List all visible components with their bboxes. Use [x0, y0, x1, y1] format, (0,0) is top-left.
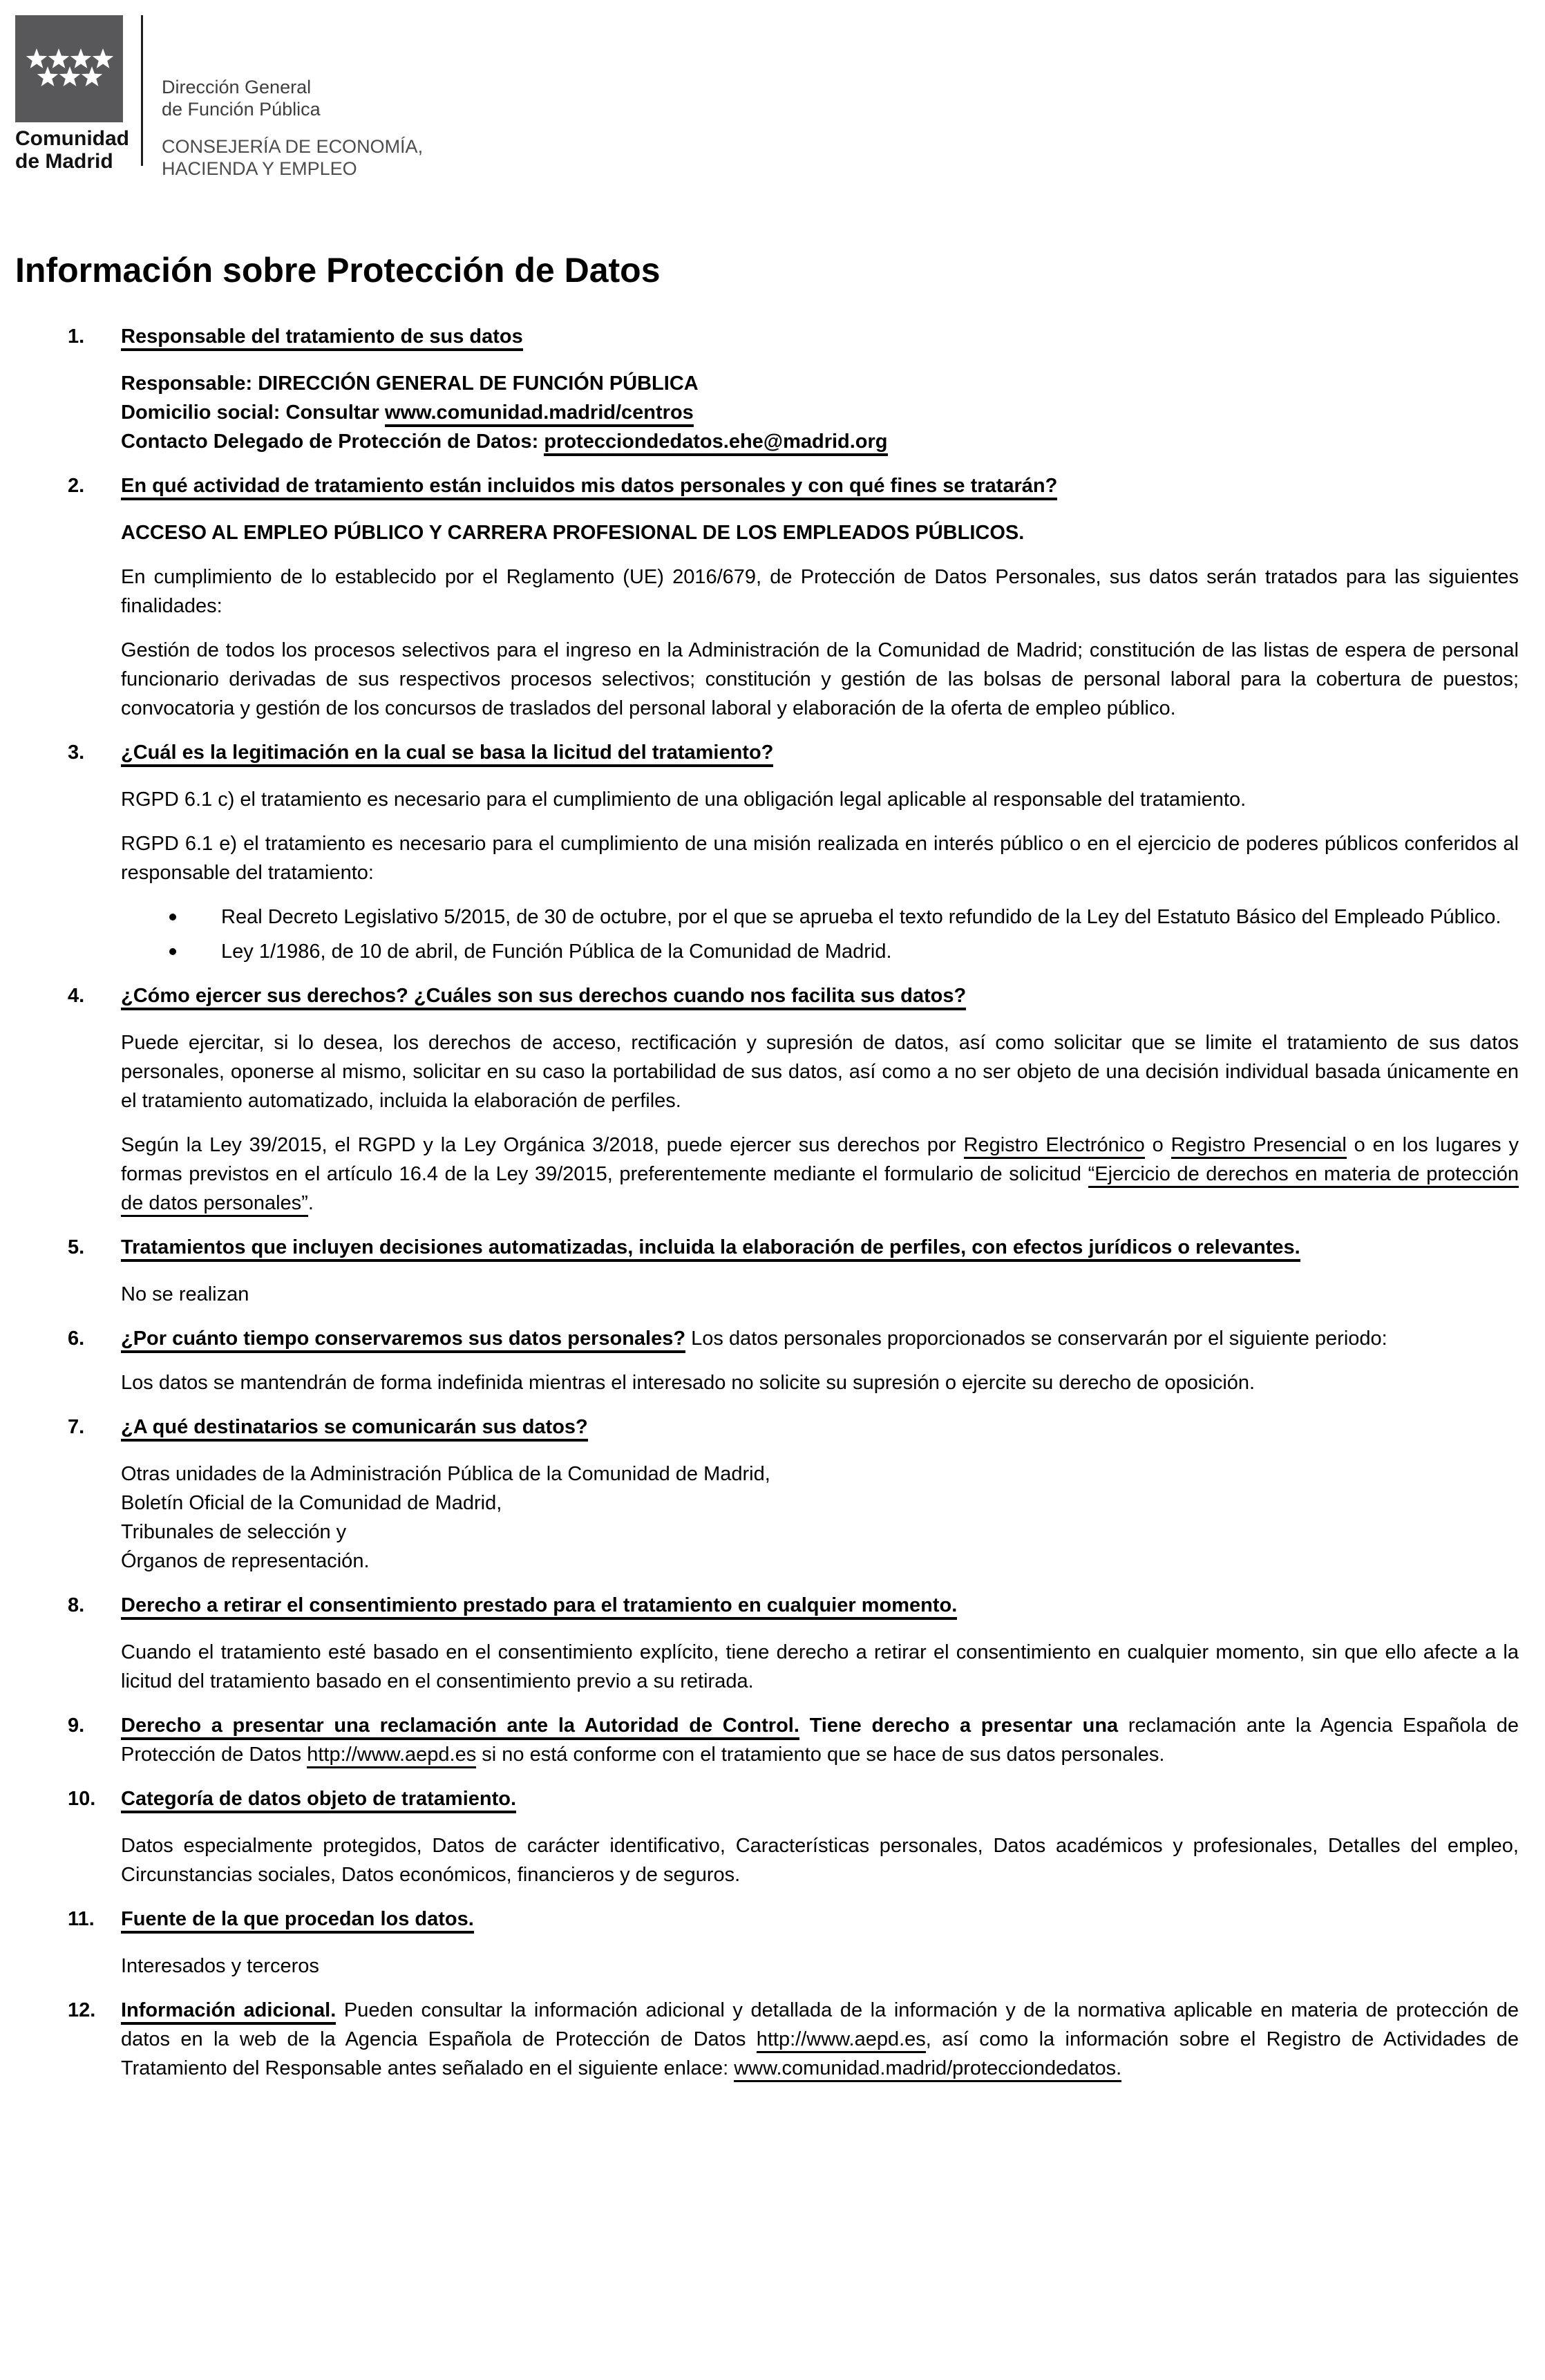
section: [68, 1711, 1519, 1769]
paragraph: [121, 1638, 1519, 1696]
section-number: 8.: [68, 1594, 85, 1616]
text-run: Gestión de todos los procesos selectivos para el ingreso en la Administración de la Comunidad de Madrid; constitución de las listas de espera de personal funcionario derivadas de sus respectivos procesos selectivos; constitución y gestión de las bolsas de personal laboral para la cobertura de puestos; convocatoria y gestión de los concursos de traslados del personal laboral y elaboración de la oferta de empleo público.: [121, 639, 1519, 719]
text-run: Contacto Delegado de Protección de Datos:: [121, 431, 544, 453]
paragraph: [121, 1711, 1519, 1769]
madrid-flag-icon: [15, 15, 123, 122]
text-run: ¿Cómo ejercer sus derechos? ¿Cuáles son sus derechos cuando nos facilita sus datos?: [121, 985, 966, 1010]
section-body: [121, 738, 1519, 966]
sections-list: [68, 322, 1519, 2083]
section-heading: [121, 981, 1519, 1010]
region-name-line1: Comunidad: [15, 127, 129, 150]
org-name-line2: de Función Pública: [162, 99, 321, 120]
paragraph: [121, 1131, 1519, 1218]
paragraph: [121, 398, 1519, 427]
section-number: 5.: [68, 1236, 85, 1258]
section-body: [121, 1905, 1519, 1981]
link[interactable]: Registro Presencial: [1171, 1134, 1347, 1159]
section: [68, 322, 1519, 456]
header: [15, 15, 1519, 180]
section-number: 11.: [68, 1908, 95, 1930]
section-heading: [121, 738, 1519, 767]
paragraph: [121, 785, 1519, 814]
text-run: ¿Cuál es la legitimación en la cual se basa la licitud del tratamiento?: [121, 742, 773, 767]
section: [68, 1591, 1519, 1696]
paragraph: [121, 1831, 1519, 1889]
text-run: Los datos personales proporcionados se conservarán por el siguiente periodo:: [685, 1328, 1387, 1350]
text-run: Ley 1/1986, de 10 de abril, de Función Pública de la Comunidad de Madrid.: [221, 941, 892, 963]
section-heading: [121, 1413, 1519, 1442]
text-run: Domicilio social: Consultar: [121, 402, 385, 424]
org-name: [162, 76, 423, 120]
section-body: [121, 1784, 1519, 1889]
paragraph: [121, 636, 1519, 723]
paragraph: [121, 1996, 1519, 2083]
section: [68, 1233, 1519, 1309]
text-run: , así como la información sobre el Registro de Actividades de Tratamiento del Responsable antes señalado en el siguiente enlace:: [121, 2028, 1519, 2079]
text-run: o: [1144, 1134, 1171, 1156]
text-run: ACCESO AL EMPLEO PÚBLICO Y CARRERA PROFESIONAL DE LOS EMPLEADOS PÚBLICOS.: [121, 522, 1025, 544]
section: [68, 1905, 1519, 1981]
text-run: En qué actividad de tratamiento están incluidos mis datos personales y con qué fines se tratarán?: [121, 475, 1057, 500]
link[interactable]: www.comunidad.madrid/protecciondedatos.: [734, 2057, 1121, 2082]
paragraph: [121, 518, 1519, 547]
section-number: 2.: [68, 475, 85, 497]
department-name-line1: CONSEJERÍA DE ECONOMÍA,: [162, 136, 424, 157]
section-heading: [121, 1591, 1519, 1620]
paragraph: [121, 1324, 1519, 1353]
section: [68, 1324, 1519, 1397]
text-run: Categoría de datos objeto de tratamiento.: [121, 1788, 516, 1813]
section: [68, 1996, 1519, 2083]
section-body: [121, 981, 1519, 1218]
section-body: [121, 322, 1519, 456]
text-run: Tratamientos que incluyen decisiones automatizadas, incluida la elaboración de perfiles, con efectos jurídicos o relevantes.: [121, 1236, 1300, 1262]
paragraph: [121, 829, 1519, 887]
paragraph: [121, 427, 1519, 456]
org-identification: [162, 15, 423, 180]
org-name-line1: Dirección General: [162, 77, 312, 97]
section-heading: [121, 322, 1519, 351]
text-run: En cumplimiento de lo establecido por el Reglamento (UE) 2016/679, de Protección de Datos Personales, sus datos serán tratados para las siguientes finalidades:: [121, 566, 1519, 617]
section-body: [121, 1233, 1519, 1309]
section: [68, 981, 1519, 1218]
section-body: [121, 1996, 1519, 2083]
text-run: Información adicional.: [121, 1999, 336, 2025]
link[interactable]: protecciondedatos.ehe@madrid.org: [544, 431, 887, 456]
text-run: Cuando el tratamiento esté basado en el consentimiento explícito, tiene derecho a retirar el consentimiento en cualquier momento, sin que ello afecte a la licitud del tratamiento basado en el consentimiento previo a su retirada.: [121, 1641, 1519, 1692]
section: [68, 738, 1519, 966]
header-divider: [141, 15, 143, 166]
section-number: 12.: [68, 1999, 96, 2021]
section-number: 9.: [68, 1715, 85, 1737]
text-run: Tiene derecho a presentar una: [799, 1715, 1128, 1737]
page-title: Información sobre Protección de Datos: [15, 251, 661, 290]
text-run: RGPD 6.1 e) el tratamiento es necesario para el cumplimiento de una misión realizada en interés público o en el ejercicio de poderes públicos conferidos al responsable del tratamiento:: [121, 833, 1519, 884]
text-run: Otras unidades de la Administración Pública de la Comunidad de Madrid,: [121, 1463, 770, 1485]
text-run: Responsable del tratamiento de sus datos: [121, 325, 523, 351]
paragraph: [121, 1518, 1519, 1547]
link[interactable]: http://www.aepd.es: [757, 2028, 926, 2053]
text-run: Derecho a presentar una reclamación ante la Autoridad de Control.: [121, 1715, 799, 1740]
paragraph: [121, 1547, 1519, 1576]
bullet-icon: [169, 914, 176, 920]
paragraph: [121, 1280, 1519, 1309]
section-heading: [121, 471, 1519, 500]
department-name: [162, 135, 423, 180]
text-run: RGPD 6.1 c) el tratamiento es necesario para el cumplimiento de una obligación legal aplicable al responsable del tratamiento.: [121, 788, 1247, 811]
section-number: 6.: [68, 1328, 85, 1350]
section-heading: [121, 1233, 1519, 1262]
paragraph: [121, 1368, 1519, 1397]
section-body: [121, 1324, 1519, 1397]
section-heading: [121, 1784, 1519, 1813]
text-run: Derecho a retirar el consentimiento prestado para el tratamiento en cualquier momento.: [121, 1594, 957, 1620]
text-run: Tribunales de selección y: [121, 1521, 347, 1543]
region-name: [15, 127, 129, 173]
region-name-line2: de Madrid: [15, 150, 113, 173]
text-run: Pueden consultar la información adicional y detallada de la información y de la normativa aplicable en materia de protección de datos en la web de la Agencia Española de Protección de Datos: [121, 1999, 1519, 2050]
link[interactable]: http://www.aepd.es: [307, 1744, 476, 1768]
paragraph: [121, 563, 1519, 621]
text-run: No se realizan: [121, 1283, 249, 1305]
text-run: Según la Ley 39/2015, el RGPD y la Ley Orgánica 3/2018, puede ejercer sus derechos por: [121, 1134, 964, 1156]
section: [68, 1784, 1519, 1889]
section-number: 1.: [68, 325, 85, 348]
text-run: o en los lugares y formas previstos en el artículo 16.4 de la Ley 39/2015, preferentemente mediante el formulario de solicitud: [121, 1134, 1519, 1185]
text-run: Órganos de representación.: [121, 1550, 370, 1572]
text-run: Real Decreto Legislativo 5/2015, de 30 de octubre, por el que se aprueba el texto refundido de la Ley del Estatuto Básico del Empleado Público.: [221, 906, 1501, 928]
text-run: Datos especialmente protegidos, Datos de carácter identificativo, Características personales, Datos académicos y profesionales, Detalles del empleo, Circunstancias sociales, Datos económicos, financieros y de seguros.: [121, 1835, 1519, 1886]
section-number: 10.: [68, 1788, 96, 1810]
text-run: ¿Por cuánto tiempo conservaremos sus datos personales?: [121, 1328, 685, 1353]
paragraph: [121, 1028, 1519, 1115]
bullet-icon: [169, 948, 176, 955]
paragraph: [121, 1460, 1519, 1489]
link[interactable]: www.comunidad.madrid/centros: [385, 402, 694, 427]
text-run: Boletín Oficial de la Comunidad de Madrid,: [121, 1492, 502, 1514]
text-run: reclamación ante la Agencia Española de Protección de Datos: [121, 1715, 1519, 1766]
paragraph: [121, 1952, 1519, 1981]
link[interactable]: “Ejercicio de derechos en materia de protección de datos personales”: [121, 1163, 1519, 1217]
bullet-text: [176, 937, 1519, 966]
section-number: 4.: [68, 985, 85, 1007]
section-body: [121, 1413, 1519, 1576]
comunidad-madrid-logo: [15, 15, 129, 173]
section-body: [121, 471, 1519, 723]
bullet-item: [121, 937, 1519, 966]
text-run: Interesados y terceros: [121, 1955, 319, 1977]
section-body: [121, 1591, 1519, 1696]
section: [68, 1413, 1519, 1576]
text-run: Responsable: DIRECCIÓN GENERAL DE FUNCIÓN PÚBLICA: [121, 372, 699, 395]
section-number: 3.: [68, 742, 85, 764]
paragraph: [121, 1489, 1519, 1518]
department-name-line2: HACIENDA Y EMPLEO: [162, 158, 357, 179]
text-run: si no está conforme con el tratamiento que se hace de sus datos personales.: [476, 1744, 1165, 1766]
link[interactable]: Registro Electrónico: [964, 1134, 1145, 1159]
section-number: 7.: [68, 1416, 85, 1438]
bullet-item: [121, 903, 1519, 932]
section-body: [121, 1711, 1519, 1769]
section: [68, 471, 1519, 723]
paragraph: [121, 369, 1519, 398]
text-run: Puede ejercitar, si lo desea, los derechos de acceso, rectificación y supresión de datos, así como solicitar que se limite el tratamiento de sus datos personales, oponerse al mismo, solicitar en su caso la portabilidad de sus datos, así como a no ser objeto de una decisión individual basada únicamente en el tratamiento automatizado, incluida la elaboración de perfiles.: [121, 1032, 1519, 1112]
text-run: ¿A qué destinatarios se comunicarán sus datos?: [121, 1416, 588, 1442]
section-heading: [121, 1905, 1519, 1934]
text-run: Fuente de la que procedan los datos.: [121, 1908, 474, 1934]
text-run: .: [307, 1192, 314, 1214]
bullet-text: [176, 903, 1519, 932]
text-run: Los datos se mantendrán de forma indefinida mientras el interesado no solicite su supresión o ejercite su derecho de oposición.: [121, 1372, 1255, 1394]
